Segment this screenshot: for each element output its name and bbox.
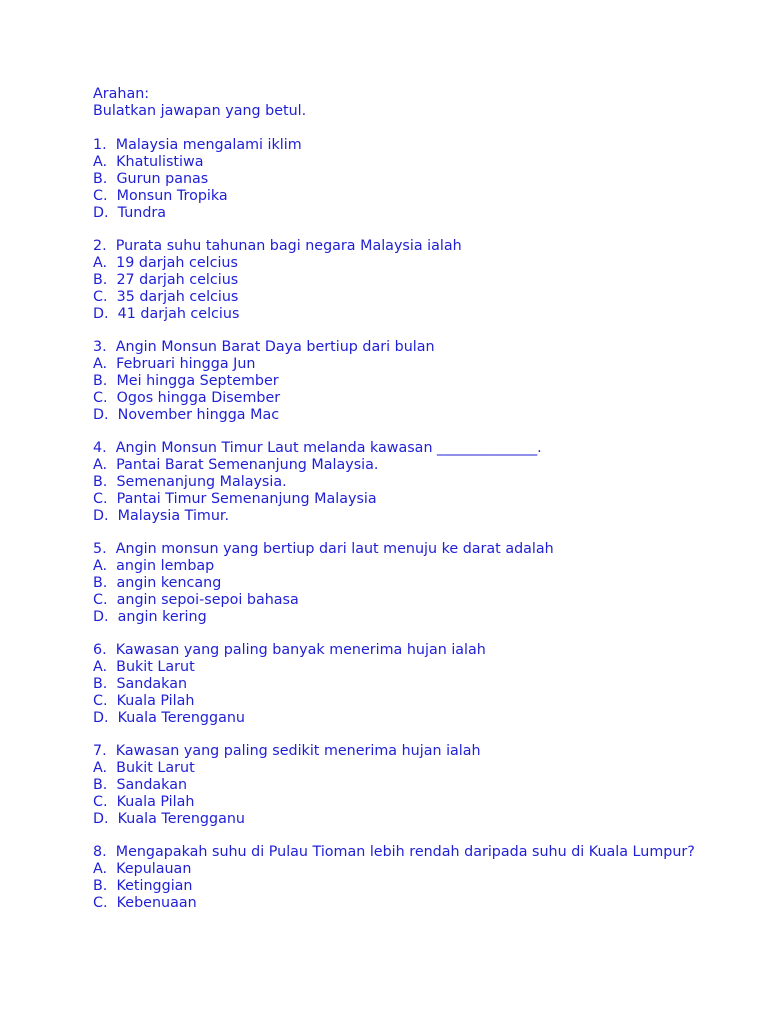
question-1 (93, 137, 733, 222)
option-c: C. Kuala Pilah (93, 794, 195, 810)
option-d: D. Kuala Terengganu (93, 811, 245, 827)
spacer (93, 222, 733, 238)
option-d: D. 41 darjah celcius (93, 306, 240, 322)
option-c: C. Ogos hingga Disember (93, 390, 281, 406)
question-stem: 5. Angin monsun yang bertiup dari laut menuju ke darat adalah (93, 541, 554, 557)
question-stem: 4. Angin Monsun Timur Laut melanda kawasan ______________. (93, 440, 542, 456)
option-c: C. angin sepoi-sepoi bahasa (93, 592, 299, 608)
spacer (93, 525, 733, 541)
option-b: B. Ketinggian (93, 878, 193, 894)
question-stem: 6. Kawasan yang paling banyak menerima hujan ialah (93, 642, 486, 658)
option-a: A. Kepulauan (93, 861, 192, 877)
option-d: D. angin kering (93, 609, 207, 625)
question-2 (93, 238, 733, 323)
option-b: B. Sandakan (93, 676, 188, 692)
question-6 (93, 642, 733, 727)
option-a: A. Bukit Larut (93, 659, 195, 675)
option-b: B. 27 darjah celcius (93, 272, 239, 288)
question-8 (93, 844, 733, 912)
question-3 (93, 339, 733, 424)
option-a: A. Pantai Barat Semenanjung Malaysia. (93, 457, 379, 473)
option-a: A. Februari hingga Jun (93, 356, 256, 372)
option-d: D. Malaysia Timur. (93, 508, 230, 524)
option-c: C. 35 darjah celcius (93, 289, 239, 305)
spacer (93, 828, 733, 844)
spacer (93, 323, 733, 339)
option-d: D. Kuala Terengganu (93, 710, 245, 726)
option-c: C. Kuala Pilah (93, 693, 195, 709)
option-b: B. Mei hingga September (93, 373, 279, 389)
spacer (93, 120, 733, 137)
option-a: A. angin lembap (93, 558, 215, 574)
question-stem: 8. Mengapakah suhu di Pulau Tioman lebih rendah daripada suhu di Kuala Lumpur? (93, 844, 695, 860)
option-d: D. November hingga Mac (93, 407, 280, 423)
option-b: B. Sandakan (93, 777, 188, 793)
option-b: B. Semenanjung Malaysia. (93, 474, 287, 490)
question-4 (93, 440, 733, 525)
question-stem: 3. Angin Monsun Barat Daya bertiup dari bulan (93, 339, 435, 355)
option-d: D. Tundra (93, 205, 167, 221)
option-a: A. 19 darjah celcius (93, 255, 238, 271)
question-5 (93, 541, 733, 626)
document-page (93, 86, 733, 912)
option-a: A. Bukit Larut (93, 760, 195, 776)
option-c: C. Pantai Timur Semenanjung Malaysia (93, 491, 377, 507)
question-stem: 2. Purata suhu tahunan bagi negara Malaysia ialah (93, 238, 462, 254)
question-stem: 7. Kawasan yang paling sedikit menerima hujan ialah (93, 743, 481, 759)
instructions-text: Bulatkan jawapan yang betul. (93, 103, 307, 119)
option-b: B. Gurun panas (93, 171, 209, 187)
option-b: B. angin kencang (93, 575, 222, 591)
question-7 (93, 743, 733, 828)
option-a: A. Khatulistiwa (93, 154, 204, 170)
option-c: C. Monsun Tropika (93, 188, 228, 204)
spacer (93, 727, 733, 743)
spacer (93, 626, 733, 642)
question-stem: 1. Malaysia mengalami iklim (93, 137, 302, 153)
option-c: C. Kebenuaan (93, 895, 197, 911)
instructions-heading: Arahan: (93, 86, 150, 102)
spacer (93, 424, 733, 440)
